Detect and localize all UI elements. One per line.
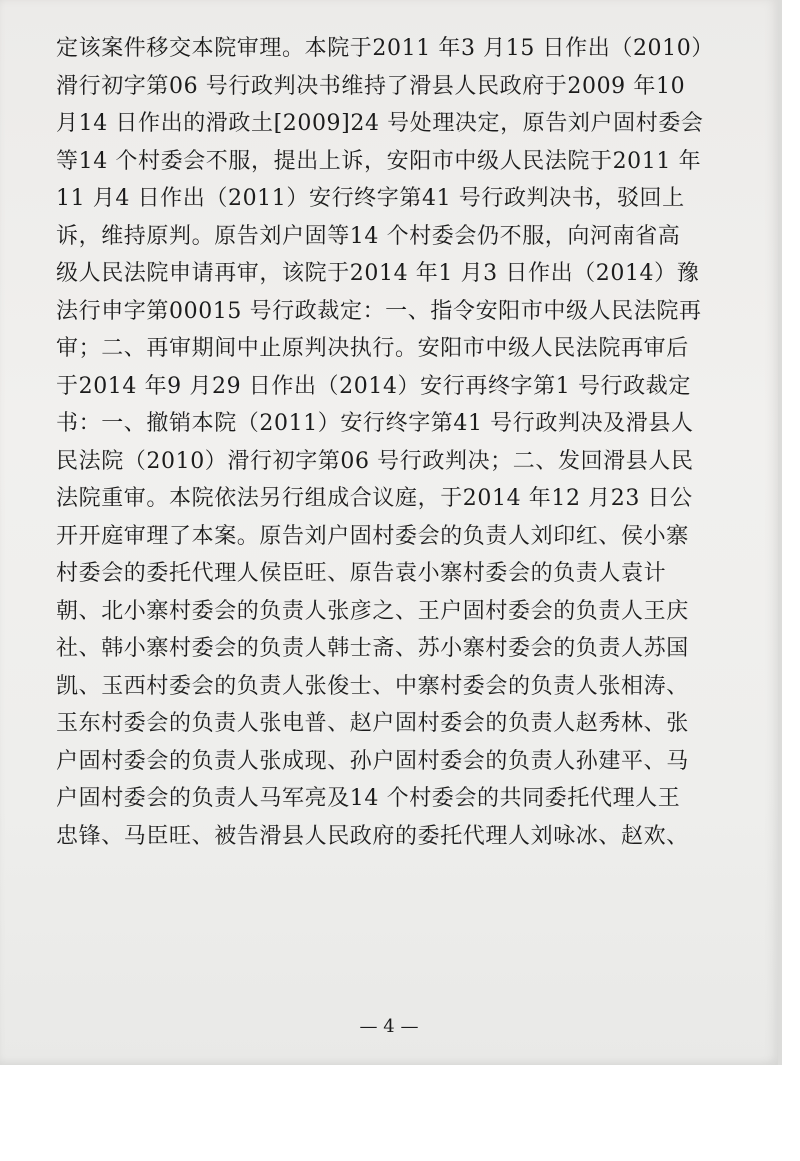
text-line: 法行申字第00015 号行政裁定：一、指令安阳市中级人民法院再: [56, 298, 702, 324]
text-line: 户固村委会的负责人马军亮及14 个村委会的共同委托代理人王: [56, 786, 681, 811]
page-number: — 4 —: [359, 1016, 419, 1037]
text-line: 忠锋、马臣旺、被告滑县人民政府的委托代理人刘咏冰、赵欢、: [56, 823, 689, 849]
text-line: 书：一、撤销本院（2011）安行终字第41 号行政判决及滑县人: [56, 411, 694, 436]
text-line: 定该案件移交本院审理。本院于2011 年3 月15 日作出（2010）: [56, 36, 714, 61]
text-line: 法院重审。本院依法另行组成合议庭，于2014 年12 月23 日公: [56, 486, 693, 511]
text-line: 玉东村委会的负责人张电普、赵户固村委会的负责人赵秀林、张: [56, 711, 689, 736]
document-body: [56, 30, 716, 855]
text-line: 滑行初字第06 号行政判决书维持了滑县人民政府于2009 年10: [56, 73, 686, 99]
text-line: 月14 日作出的滑政土[2009]24 号处理决定，原告刘户固村委会: [56, 111, 704, 136]
text-line: 审；二、再审期间中止原判决执行。安阳市中级人民法院再审后: [56, 336, 689, 361]
text-line: 等14 个村委会不服，提出上诉，安阳市中级人民法院于2011 年: [56, 148, 702, 174]
text-line: 社、韩小寨村委会的负责人韩士斋、苏小寨村委会的负责人苏国: [56, 636, 689, 661]
text-line: 民法院（2010）滑行初字第06 号行政判决；二、发回滑县人民: [56, 448, 694, 474]
text-line: 凯、玉西村委会的负责人张俊士、中寨村委会的负责人张相涛、: [56, 673, 689, 699]
text-line: 诉，维持原判。原告刘户固等14 个村委会仍不服，向河南省高: [56, 223, 681, 249]
text-line: 村委会的委托代理人侯臣旺、原告袁小寨村委会的负责人袁计: [56, 561, 667, 586]
text-line: 户固村委会的负责人张成现、孙户固村委会的负责人孙建平、马: [56, 748, 689, 774]
text-line: 于2014 年9 月29 日作出（2014）安行再终字第1 号行政裁定: [56, 373, 691, 399]
text-line: 11 月4 日作出（2011）安行终字第41 号行政判决书，驳回上: [56, 186, 685, 211]
text-line: 开开庭审理了本案。原告刘户固村委会的负责人刘印红、侯小寨: [56, 523, 689, 549]
page-edge-shadow: [778, 0, 782, 1065]
text-line: 级人民法院申请再审，该院于2014 年1 月3 日作出（2014）豫: [56, 261, 700, 286]
text-line: 朝、北小寨村委会的负责人张彦之、王户固村委会的负责人王庆: [56, 598, 689, 624]
